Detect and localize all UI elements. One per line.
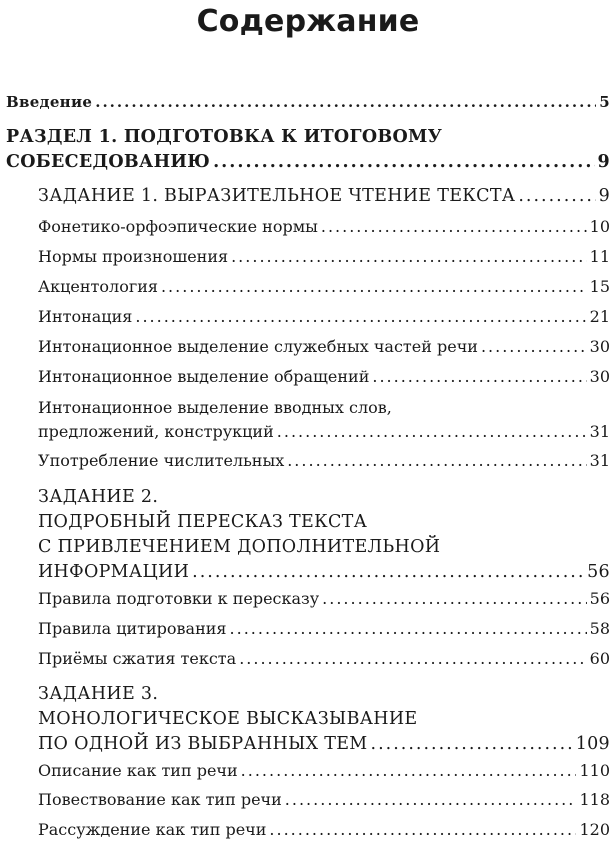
toc-entry[interactable] <box>6 396 610 444</box>
leader-dots <box>321 215 587 239</box>
toc-entry-title: Интонационное выделение обращений <box>38 367 370 386</box>
leader-dots <box>241 759 577 783</box>
toc-entry-title: предложений, конструкций <box>38 422 274 441</box>
toc-page-number: 11 <box>589 247 610 266</box>
toc-entry[interactable] <box>6 275 610 299</box>
toc-entry[interactable] <box>6 449 610 473</box>
toc-entry-title: Правила цитирования <box>38 619 227 638</box>
toc-entry-title: СОБЕСЕДОВАНИЮ <box>6 152 211 172</box>
toc-entry-task-2[interactable] <box>6 485 610 585</box>
toc-entry-title-line: МОНОЛОГИЧЕСКОЕ ВЫСКАЗЫВАНИЕ <box>38 709 418 729</box>
toc-entry[interactable] <box>6 587 610 611</box>
toc-page-number: 9 <box>598 186 610 206</box>
toc-entry-title: Описание как тип речи <box>38 761 238 780</box>
leader-dots <box>481 335 587 359</box>
toc-entry-section-1[interactable] <box>6 125 610 175</box>
toc-entry-title: Правила подготовки к пересказу <box>38 589 320 608</box>
toc-entry-title: Введение <box>6 93 93 111</box>
toc-entry[interactable] <box>6 647 610 671</box>
leader-dots <box>230 617 587 641</box>
toc-entry-title: Фонетико-орфоэпические нормы <box>38 217 318 236</box>
toc-page-number: 56 <box>589 589 610 608</box>
toc-page-number: 10 <box>589 217 610 236</box>
toc-page-number: 31 <box>589 422 610 441</box>
toc-page-number: 110 <box>579 761 610 780</box>
leader-dots <box>372 365 586 389</box>
toc-entry-title: Интонация <box>38 307 133 326</box>
toc-entry[interactable] <box>6 365 610 389</box>
toc-page-number: 60 <box>589 649 610 668</box>
toc-entry[interactable] <box>6 759 610 783</box>
toc-entry[interactable] <box>6 215 610 239</box>
toc-entry-task-1[interactable] <box>6 184 610 209</box>
toc-page-number: 109 <box>575 734 610 754</box>
toc-page-number: 58 <box>589 619 610 638</box>
toc-entry[interactable] <box>6 788 610 812</box>
toc-entry-title: Употребление числительных <box>38 451 285 470</box>
toc-entry[interactable] <box>6 617 610 641</box>
leader-dots <box>161 275 587 299</box>
toc-entry-title: Приёмы сжатия текста <box>38 649 237 668</box>
leader-dots <box>231 245 587 269</box>
toc-page-number: 30 <box>589 367 610 386</box>
leader-dots <box>277 420 587 444</box>
toc-entry[interactable] <box>6 335 610 359</box>
leader-dots <box>518 184 595 209</box>
toc-entry-title: ИНФОРМАЦИИ <box>38 562 190 582</box>
leader-dots <box>135 305 586 329</box>
toc-page-number: 5 <box>599 93 610 111</box>
toc-entry-title: Нормы произношения <box>38 247 229 266</box>
toc-entry-introduction[interactable] <box>6 90 610 114</box>
toc-page-number: 120 <box>579 820 610 839</box>
leader-dots <box>213 150 594 175</box>
leader-dots <box>371 732 573 757</box>
toc-page-number: 21 <box>589 307 610 326</box>
leader-dots <box>322 587 586 611</box>
toc-entry-title-line: РАЗДЕЛ 1. ПОДГОТОВКА К ИТОГОВОМУ <box>6 127 443 147</box>
toc-page-number: 56 <box>587 562 610 582</box>
toc-entry-title: Повествование как тип речи <box>38 790 282 809</box>
toc-entry-task-3[interactable] <box>6 682 610 757</box>
toc-entry-title: Интонационное выделение служебных частей речи <box>38 337 478 356</box>
toc-entry-title: Рассуждение как тип речи <box>38 820 267 839</box>
toc-entry-title-line: Интонационное выделение вводных слов, <box>38 398 392 417</box>
toc-entry[interactable] <box>6 245 610 269</box>
toc-entry-title-line: ЗАДАНИЕ 3. <box>38 684 159 704</box>
toc-entry[interactable] <box>6 305 610 329</box>
toc-entry-title: ЗАДАНИЕ 1. ВЫРАЗИТЕЛЬНОЕ ЧТЕНИЕ ТЕКСТА <box>38 186 516 206</box>
leader-dots <box>239 647 586 671</box>
leader-dots <box>287 449 586 473</box>
leader-dots <box>95 90 596 114</box>
page-title: Содержание <box>196 4 420 39</box>
toc-entry-title-line: ПОДРОБНЫЙ ПЕРЕСКАЗ ТЕКСТА <box>38 512 368 532</box>
toc-page-number: 30 <box>589 337 610 356</box>
toc-entry-title-line: ЗАДАНИЕ 2. <box>38 487 159 507</box>
toc-page-number: 15 <box>589 277 610 296</box>
leader-dots <box>269 818 576 842</box>
toc-entry-title: Акцентология <box>38 277 158 296</box>
toc-page-number: 9 <box>597 152 610 172</box>
toc-entry-title-line: С ПРИВЛЕЧЕНИЕМ ДОПОЛНИТЕЛЬНОЙ <box>38 537 441 557</box>
leader-dots <box>285 788 577 812</box>
leader-dots <box>192 560 584 585</box>
toc-page-number: 118 <box>579 790 610 809</box>
toc-entry[interactable] <box>6 818 610 842</box>
toc-entry-title: ПО ОДНОЙ ИЗ ВЫБРАННЫХ ТЕМ <box>38 734 368 754</box>
toc-page-number: 31 <box>589 451 610 470</box>
